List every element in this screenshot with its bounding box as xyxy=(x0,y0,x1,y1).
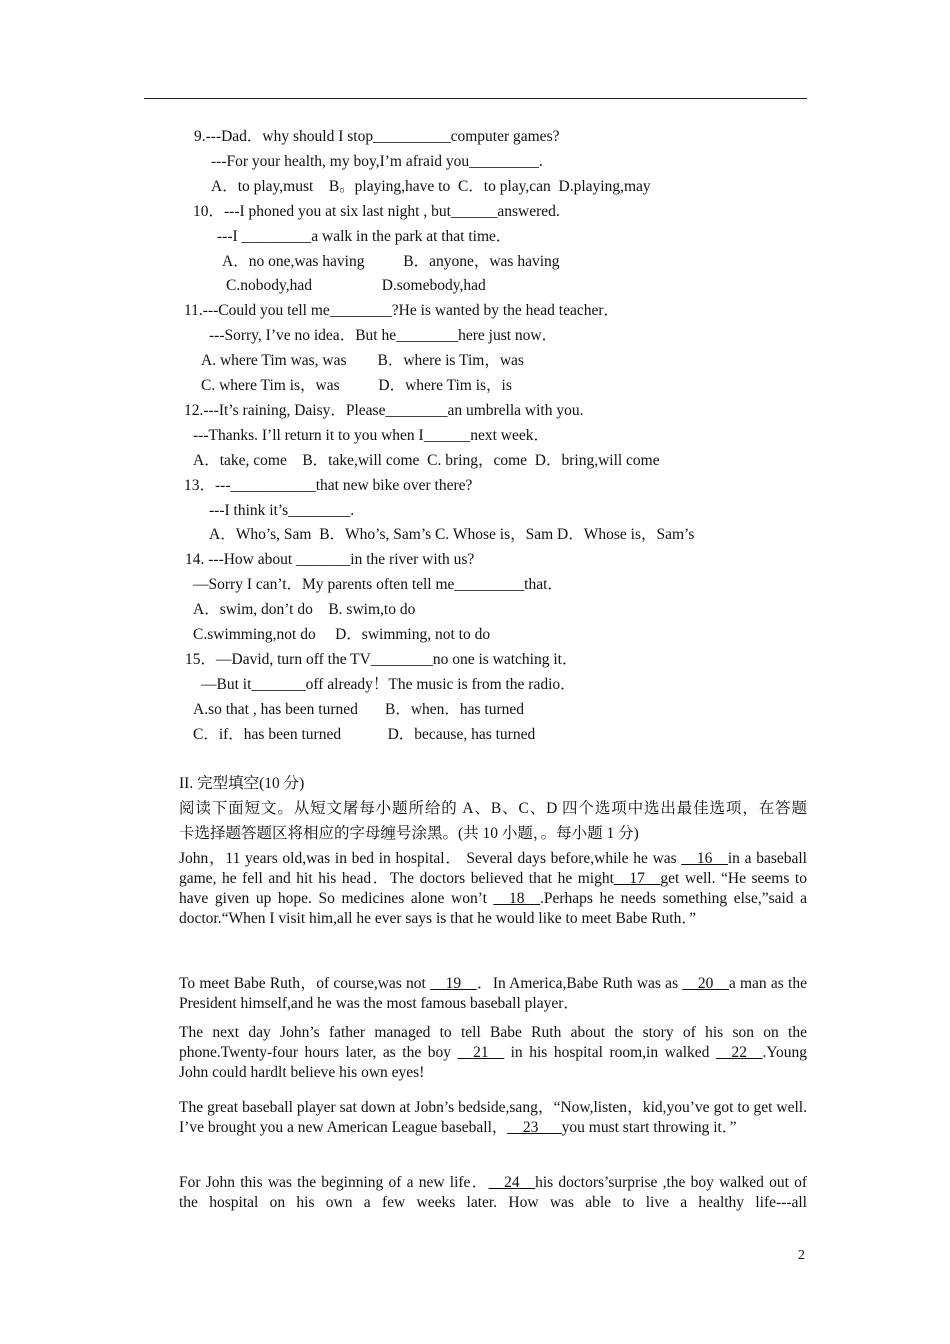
q10-options-cd: C.nobody,had D.somebody,had xyxy=(226,277,486,294)
q10-line1: 10．---I phoned you at six last night , but______answered. xyxy=(193,203,560,220)
q14-options-ab: A．swim, don’t do B. swim,to do xyxy=(193,601,416,618)
q12-line1: 12.---It’s raining, Daisy．Please________an umbrella with you. xyxy=(184,402,584,419)
header-rule xyxy=(144,98,807,99)
q12-options: A．take, come B．take,will come C. bring，come D．bring,will come xyxy=(193,452,660,469)
blank-22: __22__ xyxy=(715,1044,763,1061)
q13-options: A．Who’s, Sam B．Who’s, Sam’s C. Whose is，Sam D．Whose is，Sam’s xyxy=(209,526,695,543)
blank-18: __18__ xyxy=(493,890,540,907)
q14-line2: —Sorry I can’t．My parents often tell me_________that． xyxy=(193,576,563,593)
q15-options-cd: C．if．has been turned D．because, has turned xyxy=(193,726,536,743)
q13-line1: 13．---___________that new bike over there? xyxy=(184,477,473,494)
section-heading: II. 完型填空(10 分) xyxy=(179,775,305,792)
page-number: 2 xyxy=(798,1248,805,1263)
q15-line1: 15．—David, turn off the TV________no one is watching it． xyxy=(185,651,578,668)
q14-options-cd: C.swimming,not do D．swimming, not to do xyxy=(193,626,491,643)
q13-line2: ---I think it’s________. xyxy=(209,502,355,519)
q9-line1: 9.---Dad．why should I stop__________computer games? xyxy=(194,128,560,145)
q9-options: A．to play,must B。playing,have to C．to play,can D.playing,may xyxy=(211,178,651,195)
passage-paragraph-1: John，11 years old,was in bed in hospital． Several days before,while he was __16__in a baseball game, he fell and hit his head．The doctors believed that he might__17__get well. “He seems to have given up hope. So medicines alone won’t __18__.Perhaps he needs something else,”said a doctor.“When I visit him,all he ever says is that he would like to meet Babe Ruth．” xyxy=(179,850,807,927)
q15-line2: —But it_______off already！The music is from the radio． xyxy=(201,676,576,693)
q9-line2: ---For your health, my boy,I’m afraid you_________. xyxy=(211,153,543,170)
q10-options-ab: A．no one,was having B．anyone，was having xyxy=(222,253,560,270)
section-instructions-2: 卡选择题答题区将相应的字母缠号涂黑。(共 10 小题，。每小题 1 分) xyxy=(179,825,639,842)
blank-17: __17__ xyxy=(613,870,661,887)
passage-paragraph-2: To meet Babe Ruth，of course,was not __19__．In America,Babe Ruth was as __20__a man as the President himself,and he was the most famous baseball player． xyxy=(179,975,807,1012)
passage-paragraph-5: For John this was the beginning of a new life．__24__his doctors’surprise ,the boy walked out of the hospital on his own a few weeks later. How was able to live a healthy life---all xyxy=(179,1174,807,1211)
blank-24: __24__ xyxy=(488,1174,536,1191)
q11-options-ab: A. where Tim was, was B．where is Tim，was xyxy=(201,352,524,369)
q14-line1: 14. ---How about _______in the river with us? xyxy=(185,551,475,568)
blank-21: __21__ xyxy=(457,1044,505,1061)
q11-line1: 11.---Could you tell me________?He is wanted by the head teacher． xyxy=(184,302,620,319)
blank-19: __19__ xyxy=(430,975,477,992)
blank-16: __16__ xyxy=(681,850,728,867)
q11-line2: ---Sorry, I’ve no idea．But he________here just now． xyxy=(209,327,558,344)
q11-options-cd: C. where Tim is，was D．where Tim is，is xyxy=(201,377,512,394)
blank-23: __23___ xyxy=(507,1119,562,1136)
blank-20: __20__ xyxy=(682,975,729,992)
q10-line2: ---I _________a walk in the park at that time． xyxy=(217,228,512,245)
passage-paragraph-3: The next day John’s father managed to tell Babe Ruth about the story of his son on the phone.Twenty-four hours later, as the boy __21__ in his hospital room,in walked __22__.Young John could hardlt believe his own eyes! xyxy=(179,1024,807,1081)
section-instructions-1: 阅读下面短文。从短文屠每小题所给的 A、B、C、D 四个选项中选出最佳选项，在答题 xyxy=(179,800,807,817)
q12-line2: ---Thanks. I’ll return it to you when I______next week． xyxy=(193,427,549,444)
passage-paragraph-4: The great baseball player sat down at Jobn’s bedside,sang，“Now,listen，kid,you’ve got to get well. I’ve brought you a new American League baseball，__23___you must start throwing it．” xyxy=(179,1099,807,1136)
q15-options-ab: A.so that , has been turned B．when．has turned xyxy=(193,701,525,718)
